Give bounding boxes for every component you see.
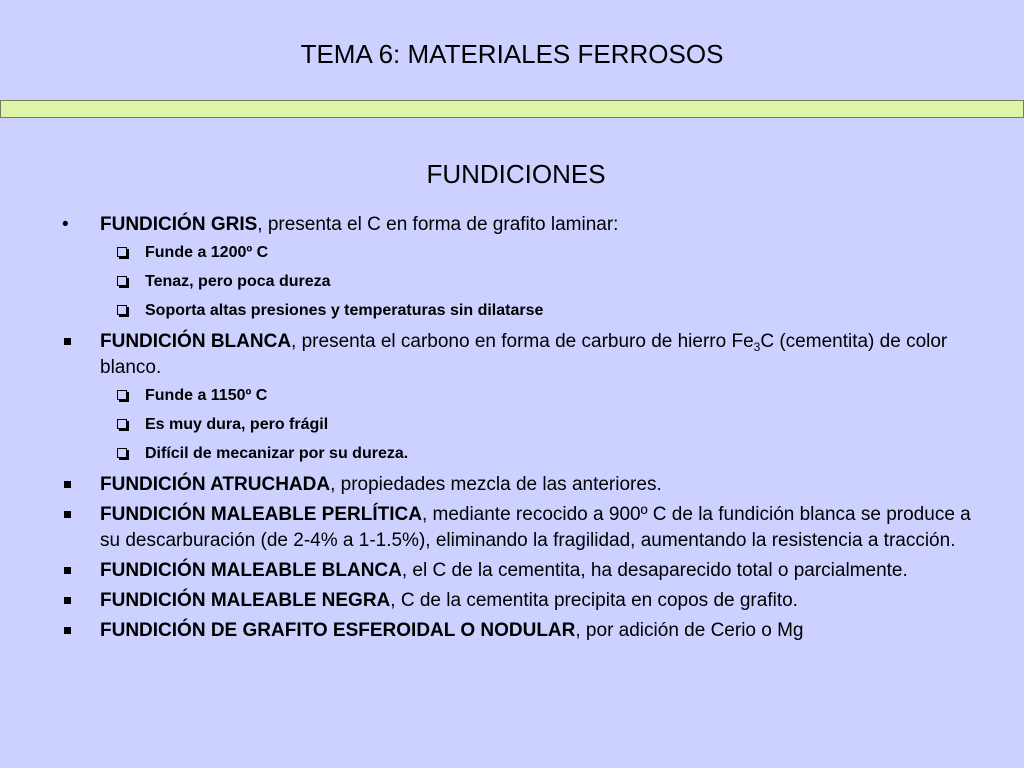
sublist bbox=[58, 385, 978, 464]
item-text-cont: C (cementita) de color blanco. bbox=[100, 331, 948, 378]
checkbox-bullet-icon bbox=[117, 276, 127, 286]
item-heading: FUNDICIÓN MALEABLE PERLÍTICA bbox=[100, 504, 422, 525]
title-divider-bar bbox=[0, 100, 1024, 118]
square-bullet-icon bbox=[64, 567, 71, 574]
item-text: , C de la cementita precipita en copos de grafito. bbox=[390, 590, 798, 611]
list-item-grafito-esferoidal bbox=[58, 618, 978, 644]
sub-item-text: Funde a 1200º C bbox=[145, 244, 269, 261]
item-text: , presenta el C en forma de grafito laminar: bbox=[257, 214, 619, 235]
slide-title: TEMA 6: MATERIALES FERROSOS bbox=[300, 39, 724, 69]
subscript: 3 bbox=[753, 340, 761, 354]
bullet-dot-icon: • bbox=[62, 214, 69, 235]
checkbox-bullet-icon bbox=[117, 247, 127, 257]
square-bullet-icon bbox=[64, 511, 71, 518]
list-item-maleable-perlitica bbox=[58, 502, 978, 554]
sub-item-text: Soporta altas presiones y temperaturas sin dilatarse bbox=[145, 302, 544, 319]
section-title: FUNDICIONES bbox=[426, 159, 606, 189]
square-bullet-icon bbox=[64, 597, 71, 604]
sub-item-text: Difícil de mecanizar por su dureza. bbox=[145, 445, 409, 462]
list-item-fundicion-atruchada bbox=[58, 472, 978, 498]
sub-item bbox=[58, 443, 978, 464]
item-text: , mediante recocido a 900º C de la fundición blanca se produce a su descarburación (de 2-4% a 1-1.5%), eliminando la fragilidad, aumentando la resistencia a tracción. bbox=[100, 504, 971, 551]
item-heading: FUNDICIÓN MALEABLE BLANCA bbox=[100, 560, 402, 581]
sub-item bbox=[58, 300, 978, 321]
item-heading: FUNDICIÓN MALEABLE NEGRA bbox=[100, 590, 391, 611]
item-heading: FUNDICIÓN DE GRAFITO ESFEROIDAL O NODULAR bbox=[100, 620, 576, 641]
item-text: , el C de la cementita, ha desaparecido total o parcialmente. bbox=[401, 560, 908, 581]
checkbox-bullet-icon bbox=[117, 419, 127, 429]
square-bullet-icon bbox=[64, 338, 71, 345]
sub-item bbox=[58, 385, 978, 406]
content-list bbox=[58, 212, 978, 648]
sublist bbox=[58, 242, 978, 321]
square-bullet-icon bbox=[64, 481, 71, 488]
item-heading: FUNDICIÓN ATRUCHADA bbox=[100, 474, 331, 495]
checkbox-bullet-icon bbox=[117, 305, 127, 315]
item-heading: FUNDICIÓN BLANCA bbox=[100, 331, 292, 352]
checkbox-bullet-icon bbox=[117, 390, 127, 400]
sub-item-text: Es muy dura, pero frágil bbox=[145, 416, 329, 433]
checkbox-bullet-icon bbox=[117, 448, 127, 458]
item-heading: FUNDICIÓN GRIS bbox=[100, 214, 258, 235]
sub-item bbox=[58, 414, 978, 435]
item-text: , por adición de Cerio o Mg bbox=[575, 620, 804, 641]
list-item-fundicion-gris bbox=[58, 212, 978, 238]
list-item-fundicion-blanca bbox=[58, 329, 978, 381]
list-item-maleable-negra bbox=[58, 588, 978, 614]
list-item-maleable-blanca bbox=[58, 558, 978, 584]
item-text: , propiedades mezcla de las anteriores. bbox=[330, 474, 662, 495]
sub-item-text: Tenaz, pero poca dureza bbox=[145, 273, 331, 290]
sub-item-text: Funde a 1150º C bbox=[145, 387, 268, 404]
sub-item bbox=[58, 271, 978, 292]
sub-item bbox=[58, 242, 978, 263]
square-bullet-icon bbox=[64, 627, 71, 634]
item-text: , presenta el carbono en forma de carburo de hierro Fe bbox=[291, 331, 754, 352]
